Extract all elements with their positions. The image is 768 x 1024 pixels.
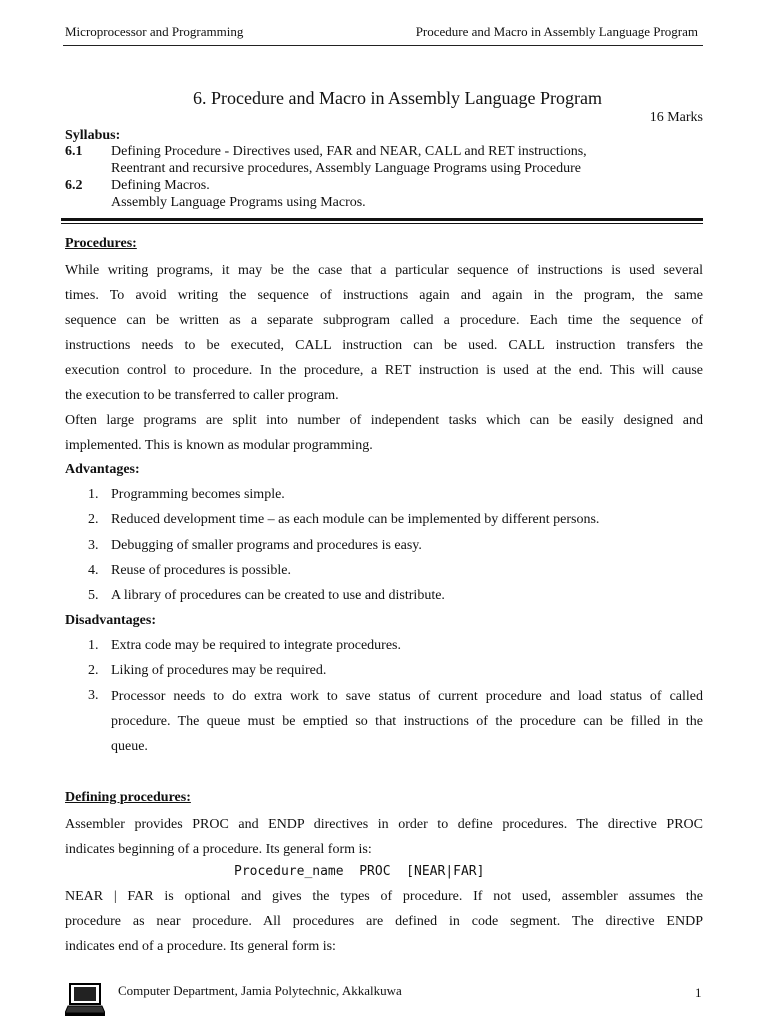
syllabus-heading: Syllabus: — [65, 128, 121, 143]
page-title: 6. Procedure and Macro in Assembly Language Program — [193, 88, 602, 108]
list-number: 4. — [88, 563, 99, 578]
syllabus-num-2: 6.2 — [65, 178, 83, 193]
text-line: NEAR | FAR is optional and gives the types of procedure. If not used, assembler assumes the — [65, 889, 703, 904]
syllabus-line: Defining Macros. — [111, 178, 210, 193]
text-line: procedure. The queue must be emptied so that instructions of the procedure can be filled in the — [111, 714, 703, 729]
header-divider — [63, 45, 703, 46]
list-number: 3. — [88, 688, 99, 703]
syllabus-num-1: 6.1 — [65, 144, 83, 159]
text-line: sequence can be written as a separate subprogram called a procedure. Each time the sequence of — [65, 313, 703, 328]
syntax-line: Procedure_name PROC [NEAR|FAR] — [234, 864, 485, 879]
computer-icon — [65, 983, 105, 1017]
text-line: execution control to procedure. In the procedure, a RET instruction is used at the end. This will cause — [65, 363, 703, 378]
list-number: 1. — [88, 638, 99, 653]
header-right: Procedure and Macro in Assembly Language Program — [415, 24, 698, 39]
marks-label: 16 Marks — [649, 110, 703, 125]
syllabus-line: Reentrant and recursive procedures, Assembly Language Programs using Procedure — [111, 161, 582, 176]
text-line: indicates beginning of a procedure. Its general form is: — [65, 842, 372, 857]
list-number: 2. — [88, 512, 99, 527]
list-item: A library of procedures can be created to use and distribute. — [111, 588, 445, 603]
text-line: queue. — [111, 739, 148, 754]
procedures-paragraph — [65, 258, 703, 458]
list-number: 2. — [88, 663, 99, 678]
text-line: implemented. This is known as modular programming. — [65, 438, 373, 453]
list-item — [111, 684, 703, 759]
text-line: While writing programs, it may be the case that a particular sequence of instructions is used several — [65, 263, 703, 278]
advantages-heading: Advantages: — [65, 462, 140, 477]
list-item: Reuse of procedures is possible. — [111, 563, 292, 578]
defining-paragraph-2 — [65, 884, 703, 959]
section-divider — [61, 218, 703, 221]
footer-text: Computer Department, Jamia Polytechnic, Akkalkuwa — [118, 983, 402, 998]
text-line: times. To avoid writing the sequence of instructions again and again in the program, the same — [65, 288, 703, 303]
defining-heading: Defining procedures: — [65, 790, 191, 805]
list-item: Programming becomes simple. — [111, 487, 285, 502]
disadvantages-heading: Disadvantages: — [65, 613, 157, 628]
list-number: 5. — [88, 588, 99, 603]
text-line: indicates end of a procedure. Its general form is: — [65, 939, 336, 954]
list-number: 3. — [88, 538, 99, 553]
text-line: the execution to be transferred to caller program. — [65, 388, 339, 403]
list-item: Reduced development time – as each module can be implemented by different persons. — [111, 512, 600, 527]
list-item: Extra code may be required to integrate procedures. — [111, 638, 401, 653]
syllabus-line: Defining Procedure - Directives used, FAR and NEAR, CALL and RET instructions, — [111, 144, 587, 159]
section-divider — [61, 223, 703, 224]
list-item: Liking of procedures may be required. — [111, 663, 327, 678]
text-line: procedure as near procedure. All procedures are defined in code segment. The directive ENDP — [65, 914, 703, 929]
text-line: Often large programs are split into number of independent tasks which can be easily designed and — [65, 413, 703, 428]
defining-paragraph — [65, 812, 703, 862]
text-line: Assembler provides PROC and ENDP directives in order to define procedures. The directive PROC — [65, 817, 703, 832]
page-number: 1 — [695, 985, 702, 1000]
list-number: 1. — [88, 487, 99, 502]
list-item: Debugging of smaller programs and procedures is easy. — [111, 538, 422, 553]
syllabus-line: Assembly Language Programs using Macros. — [111, 195, 366, 210]
procedures-heading: Procedures: — [65, 236, 137, 251]
header-left: Microprocessor and Programming — [65, 24, 244, 39]
text-line: instructions needs to be executed, CALL instruction can be used. CALL instruction transfers the — [65, 338, 703, 353]
text-line: Processor needs to do extra work to save status of current procedure and load status of called — [111, 689, 703, 704]
